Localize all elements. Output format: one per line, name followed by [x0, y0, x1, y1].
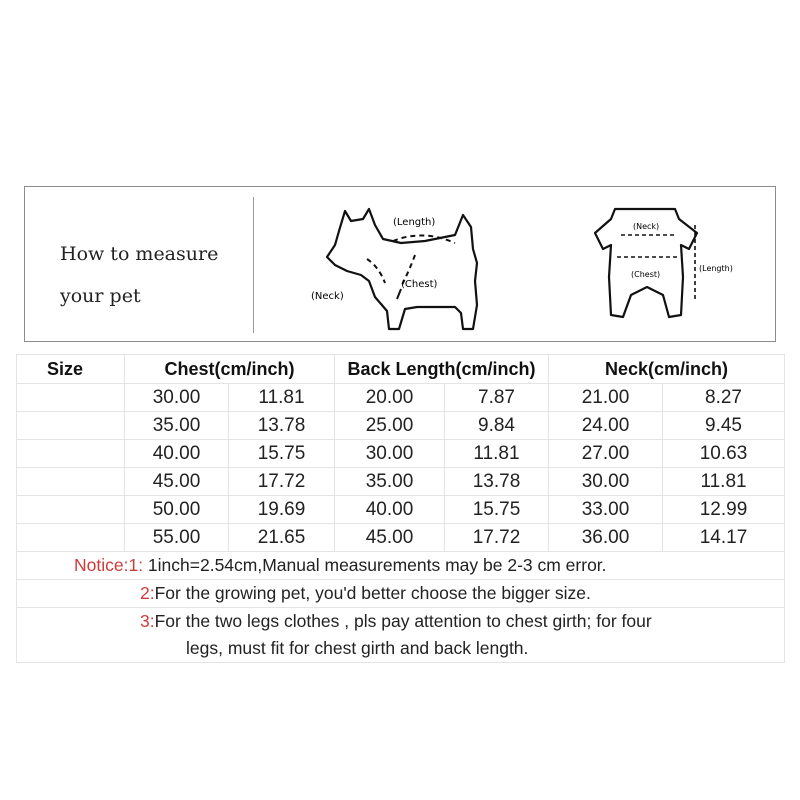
neck-inch-cell: 12.99	[663, 496, 785, 524]
table-row	[17, 412, 785, 440]
neck-inch-cell: 9.45	[663, 412, 785, 440]
table-row	[17, 524, 785, 552]
dog-neck-label: (Neck)	[311, 291, 344, 302]
neck-dashed-line	[367, 259, 385, 283]
notice-text-3: For the two legs clothes , pls pay attention to chest girth; for four	[154, 611, 652, 631]
notice-number-3: 3:	[140, 611, 155, 631]
panel-divider	[253, 197, 254, 333]
notice-row-3	[17, 608, 785, 636]
chest-cm-cell: 45.00	[125, 468, 229, 496]
neck-cm-cell: 36.00	[549, 524, 663, 552]
clothes-chest-label: (Chest)	[631, 270, 661, 279]
neck-inch-cell: 8.27	[663, 384, 785, 412]
chest-cm-cell: 30.00	[125, 384, 229, 412]
how-to-line-2: your pet	[60, 285, 141, 307]
back-inch-cell: 17.72	[445, 524, 549, 552]
back-inch-cell: 15.75	[445, 496, 549, 524]
neck-cm-cell: 27.00	[549, 440, 663, 468]
chest-column-header: Chest(cm/inch)	[125, 355, 335, 384]
dog-measure-illustration	[305, 201, 505, 331]
back-inch-cell: 7.87	[445, 384, 549, 412]
neck-cm-cell: 21.00	[549, 384, 663, 412]
chest-inch-cell: 19.69	[229, 496, 335, 524]
back-inch-cell: 13.78	[445, 468, 549, 496]
notice-line-3	[17, 608, 785, 636]
chest-inch-cell: 13.78	[229, 412, 335, 440]
back-cm-cell: 25.00	[335, 412, 445, 440]
notice-text-2: For the growing pet, you'd better choose the bigger size.	[154, 583, 591, 603]
back-inch-cell: 9.84	[445, 412, 549, 440]
notice-row-1	[17, 552, 785, 580]
notice-label: Notice:1:	[74, 555, 144, 575]
size-cell	[17, 524, 125, 552]
notice-number-2: 2:	[140, 583, 155, 603]
back-inch-cell: 11.81	[445, 440, 549, 468]
neck-inch-cell: 10.63	[663, 440, 785, 468]
neck-cm-cell: 24.00	[549, 412, 663, 440]
back-cm-cell: 35.00	[335, 468, 445, 496]
clothes-length-label: (Length)	[699, 264, 733, 273]
clothes-neck-label: (Neck)	[633, 222, 660, 231]
chest-cm-cell: 40.00	[125, 440, 229, 468]
neck-cm-cell: 33.00	[549, 496, 663, 524]
notice-line-2	[17, 580, 785, 608]
back-cm-cell: 40.00	[335, 496, 445, 524]
table-row	[17, 384, 785, 412]
chest-inch-cell: 17.72	[229, 468, 335, 496]
size-chart-table	[16, 354, 785, 663]
back-cm-cell: 20.00	[335, 384, 445, 412]
dog-length-label: (Length)	[393, 217, 436, 228]
chest-arrow	[397, 289, 401, 299]
notice-text-1: 1inch=2.54cm,Manual measurements may be 2-3 cm error.	[143, 555, 607, 575]
size-cell	[17, 440, 125, 468]
size-cell	[17, 384, 125, 412]
neck-column-header: Neck(cm/inch)	[549, 355, 785, 384]
chest-inch-cell: 21.65	[229, 524, 335, 552]
size-cell	[17, 468, 125, 496]
chest-inch-cell: 11.81	[229, 384, 335, 412]
back-cm-cell: 30.00	[335, 440, 445, 468]
size-cell	[17, 496, 125, 524]
size-column-header: Size	[17, 355, 125, 384]
how-to-measure-text	[60, 233, 260, 317]
size-cell	[17, 412, 125, 440]
chest-cm-cell: 55.00	[125, 524, 229, 552]
how-to-line-1: How to measure	[60, 243, 219, 265]
back-length-column-header: Back Length(cm/inch)	[335, 355, 549, 384]
pet-clothes-illustration	[565, 205, 745, 325]
neck-inch-cell: 11.81	[663, 468, 785, 496]
back-cm-cell: 45.00	[335, 524, 445, 552]
table-row	[17, 496, 785, 524]
neck-cm-cell: 30.00	[549, 468, 663, 496]
notice-row-2	[17, 580, 785, 608]
how-to-measure-panel	[24, 186, 776, 342]
chest-cm-cell: 50.00	[125, 496, 229, 524]
dog-chest-label: (Chest)	[401, 279, 438, 290]
notice-line-4: legs, must fit for chest girth and back length.	[17, 635, 785, 663]
neck-inch-cell: 14.17	[663, 524, 785, 552]
notice-row-4	[17, 635, 785, 663]
chest-inch-cell: 15.75	[229, 440, 335, 468]
table-header-row	[17, 355, 785, 384]
table-row	[17, 468, 785, 496]
table-row	[17, 440, 785, 468]
notice-line-1	[17, 552, 785, 580]
chest-cm-cell: 35.00	[125, 412, 229, 440]
